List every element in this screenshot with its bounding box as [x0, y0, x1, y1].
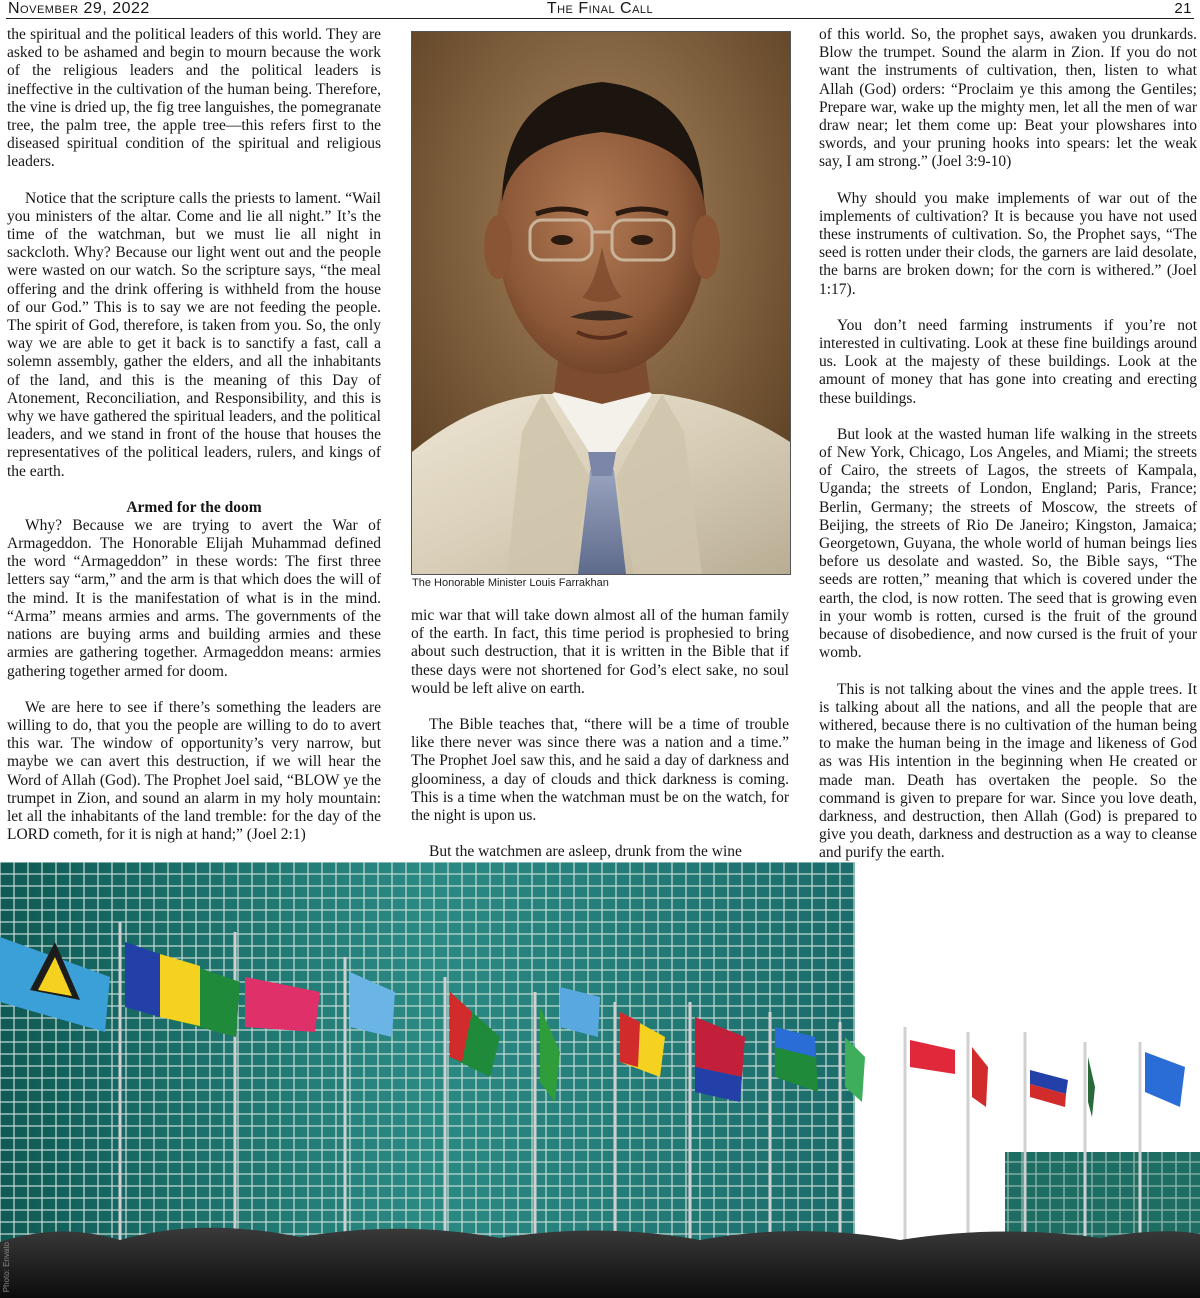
photo-caption: The Honorable Minister Louis Farrakhan — [412, 577, 609, 589]
paragraph: Why? Because we are trying to avert the War of Armageddon. The Honorable Elijah Muhammad defined the word “Armageddon” in these words: The first three letters say “arm,” and the arm is that which does the will of the mind. It is the manifestation of what is in the mind. “Arma” means armies and arms. The governments of the nations are buying arms and building armies and these armies are gathering together. Armageddon means: armies gathering together armed for doom. — [7, 516, 381, 680]
paragraph: Why should you make implements of war out of the implements of cultivation? It is because you have not used these instruments of cultivation. So, the Prophet says, “The seed is rotten under their clods, the garners are laid desolate, the barns are broken down; for the corn is withered.” (Joel 1:17). — [819, 189, 1197, 298]
paragraph: the spiritual and the political leaders of this world. They are asked to be ashamed and begin to mourn because the work of the religious leaders and the political leaders is ineffective in the cultivation of the human being. Therefore, the vine is dried up, the fig tree languishes, the pomegranate tree, the palm tree, the apple tree—this refers first to the diseased spiritual condition of the spiritual and religious leaders. — [7, 26, 381, 171]
paragraph: We are here to see if there’s something the leaders are willing to do, that you the people are willing to do to avert this war. The window of opportunity’s very narrow, but maybe we can avert this destruction, if we will hear the Word of Allah (God). The Prophet Joel said, “BLOW ye the trumpet in Zion, and sound an alarm in my holy mountain: let all the inhabitants of the land tremble: for the day of the LORD cometh, for it is nigh at hand;” (Joel 2:1) — [7, 698, 381, 844]
photo-credit: Photo: Envato — [2, 1241, 11, 1292]
paragraph: You don’t need farming instruments if you’re not interested in cultivating. Look at these fine buildings around us. Look at the majesty of these buildings. Look at the amount of money that has gone into creating and erecting these buildings. — [819, 316, 1197, 407]
paragraph: The Bible teaches that, “there will be a time of trouble like there never was since there was a nation and a time.” The Prophet Joel saw this, and he said a day of darkness and gloominess, a day of clouds and thick darkness is coming. This is a time when the watchman must be on the watch, for the night is upon us. — [411, 716, 789, 825]
paragraph: of this world. So, the prophet says, awaken you drunkards. Blow the trumpet. Sound the alarm in Zion. If you do not want the instruments of cultivation, then, listen to what Allah (God) orders: “Proclaim ye this among the Gentiles; Prepare war, wake up the mighty men, let all the men of war draw near; let them come up: Beat your plowshares into swords, and your pruning hooks into spears: let the weak say, I am strong.” (Joel 3:9-10) — [819, 26, 1197, 171]
article-column-2 — [411, 607, 789, 861]
paragraph: But look at the wasted human life walking in the streets of New York, Chicago, Los Angeles, and Miami; the streets of Cairo, the streets of Lagos, the streets of Kampala, Uganda; the streets of London, England; Paris, France; Berlin, Germany; the streets of Moscow, the streets of Beijing, the streets of Rio De Janeiro; Kingston, Jamaica; Georgetown, Guyana, the whole world of human beings lies before us desolate and wasted. So, the Bible says, “The seeds are rotten,” meaning that which is covered under the earth, the clod, is now rotten. The seed that is growing even in your womb is rotten, cursed is the fruit of the ground because of disobedience, and now cursed is the fruit of your womb. — [819, 425, 1197, 662]
paper-name: The Final Call — [546, 0, 654, 17]
portrait-photo — [411, 31, 791, 575]
issue-date: November 29, 2022 — [8, 0, 150, 17]
page-number: 21 — [1174, 0, 1192, 17]
un-headquarters-photo — [0, 862, 1200, 1298]
paragraph: Notice that the scripture calls the priests to lament. “Wail you ministers of the altar. Come and lie all night.” It’s the time of the watchman, but we must lie all night in sackcloth. Why? Because our light went out and the people were wasted on our watch. So the scripture says, “the meal offering and the drink offering is withheld from the house of our God.” This is to say we are not feeding the people. The spirit of God, therefore, is taken from you. So, the only way we are able to get it back is to sanctify a fast, call a solemn assembly, gather the elders, and all the inhabitants of the land, and this is the meaning of this Day of Atonement, Reconciliation, and Responsibility, and this is why we have gathered the spiritual leaders, and the political leaders, and we stand in front of the house that houses the representatives of the political leaders, rulers, and kings of the earth. — [7, 189, 381, 480]
article-column-3 — [819, 26, 1197, 917]
paragraph: But the watchmen are asleep, drunk from the wine — [429, 843, 742, 861]
paragraph: mic war that will take down almost all of the human family of the earth. In fact, this time period is prophesied to bring about such destruction, that it is written in the Bible that if these days were not shortened for God’s elect sake, no soul would be left alive on earth. — [411, 607, 789, 697]
paragraph: This is not talking about the vines and the apple trees. It is talking about all the nations, and all the people that are withered, because there is no cultivation of the human being to make the human being in the image and likeness of God as was His intention in the beginning when He created or made man. Death has overtaken the people. So the command is given to prepare for war. Since you love death, darkness, and destruction, then Allah (God) is prepared to give you death, darkness and destruction as a way to cleanse and purify the earth. — [819, 680, 1197, 862]
subheading: Armed for the doom — [126, 498, 262, 516]
article-column-1 — [7, 26, 381, 899]
page-header — [6, 0, 1194, 19]
